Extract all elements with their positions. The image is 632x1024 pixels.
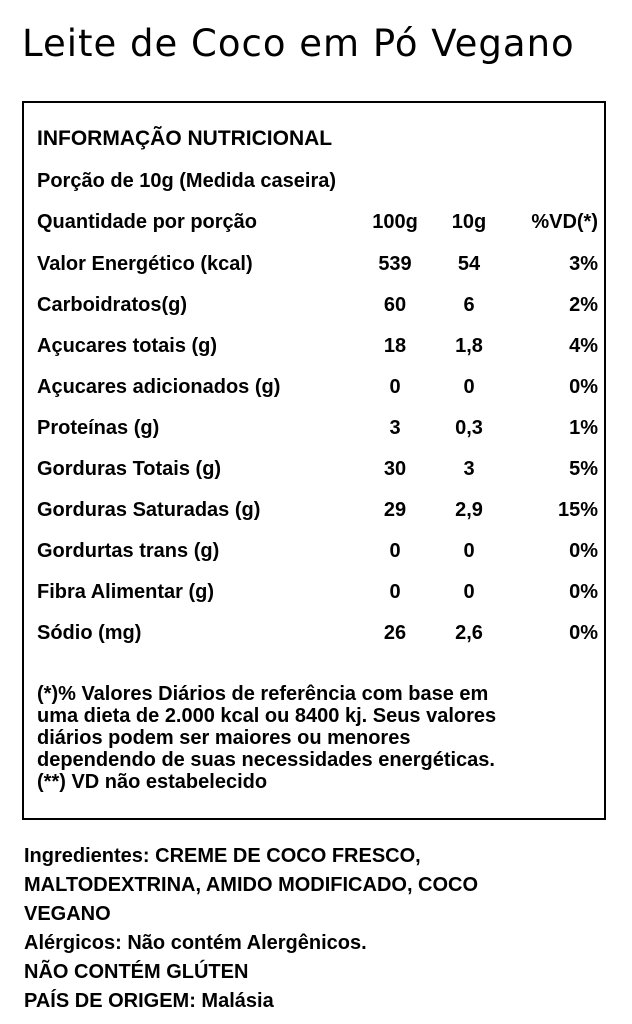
value-10g: 0 (463, 376, 475, 398)
footnote-line: (*)% Valores Diários de referência com base em (37, 683, 489, 705)
value-vd: 0% (569, 376, 598, 398)
value-10g: 2,9 (455, 499, 483, 521)
header-10g: 10g (451, 211, 487, 233)
value-100g: 29 (383, 499, 407, 521)
table-row (24, 253, 604, 279)
product-info (24, 842, 624, 1016)
value-100g: 60 (383, 294, 407, 316)
serving-size: Porção de 10g (Medida caseira) (37, 170, 337, 192)
value-vd: 2% (569, 294, 598, 316)
table-row (24, 622, 604, 648)
nutrient-label: Carboidratos(g) (37, 294, 187, 316)
table-row (24, 335, 604, 361)
value-vd: 4% (569, 335, 598, 357)
value-10g: 1,8 (455, 335, 483, 357)
value-10g: 2,6 (455, 622, 483, 644)
value-100g: 0 (389, 540, 401, 562)
nutrient-label: Açucares totais (g) (37, 335, 218, 357)
footnote (37, 683, 603, 793)
footnote-line: (**) VD não estabelecido (37, 771, 268, 793)
nutrition-facts-table (22, 101, 606, 820)
header-100g: 100g (372, 211, 418, 233)
value-10g: 54 (457, 253, 481, 275)
table-row (24, 540, 604, 566)
table-row (24, 581, 604, 607)
ingredients-line: MALTODEXTRINA, AMIDO MODIFICADO, COCO (24, 874, 479, 896)
value-10g: 3 (463, 458, 475, 480)
value-10g: 6 (463, 294, 475, 316)
nutrient-label: Sódio (mg) (37, 622, 142, 644)
value-100g: 26 (383, 622, 407, 644)
value-vd: 0% (569, 622, 598, 644)
value-vd: 0% (569, 581, 598, 603)
value-10g: 0 (463, 540, 475, 562)
header-vd: %VD(*) (531, 211, 598, 233)
value-vd: 0% (569, 540, 598, 562)
value-vd: 5% (569, 458, 598, 480)
nutrient-label: Gordurtas trans (g) (37, 540, 220, 562)
table-row (24, 294, 604, 320)
gluten-line: NÃO CONTÉM GLÚTEN (24, 961, 249, 983)
footnote-line: diários podem ser maiores ou menores (37, 727, 411, 749)
footnote-line: dependendo de suas necessidades energéticas. (37, 749, 495, 771)
nutrient-label: Fibra Alimentar (g) (37, 581, 215, 603)
footnote-line: uma dieta de 2.000 kcal ou 8400 kj. Seus valores (37, 705, 497, 727)
product-title: Leite de Coco em Pó Vegano (22, 22, 575, 65)
origin-line: PAÍS DE ORIGEM: Malásia (24, 990, 274, 1012)
value-100g: 30 (383, 458, 407, 480)
nutrient-label: Proteínas (g) (37, 417, 160, 439)
nutrient-label: Valor Energético (kcal) (37, 253, 253, 275)
nutrient-label: Açucares adicionados (g) (37, 376, 281, 398)
table-heading: INFORMAÇÃO NUTRICIONAL (37, 127, 333, 150)
table-row (24, 499, 604, 525)
value-100g: 0 (389, 376, 401, 398)
allergens-line: Alérgicos: Não contém Alergênicos. (24, 932, 367, 954)
nutrient-label: Gorduras Saturadas (g) (37, 499, 261, 521)
value-vd: 3% (569, 253, 598, 275)
value-100g: 0 (389, 581, 401, 603)
ingredients-line: Ingredientes: CREME DE COCO FRESCO, (24, 845, 421, 867)
table-header-row (24, 211, 604, 237)
value-100g: 539 (378, 253, 412, 275)
header-label: Quantidade por porção (37, 211, 258, 233)
value-vd: 15% (557, 499, 598, 521)
value-100g: 18 (383, 335, 407, 357)
value-vd: 1% (569, 417, 598, 439)
value-10g: 0,3 (455, 417, 483, 439)
table-row (24, 417, 604, 443)
value-10g: 0 (463, 581, 475, 603)
value-100g: 3 (389, 417, 401, 439)
nutrient-label: Gorduras Totais (g) (37, 458, 222, 480)
table-row (24, 376, 604, 402)
ingredients-line: VEGANO (24, 903, 111, 925)
table-row (24, 458, 604, 484)
